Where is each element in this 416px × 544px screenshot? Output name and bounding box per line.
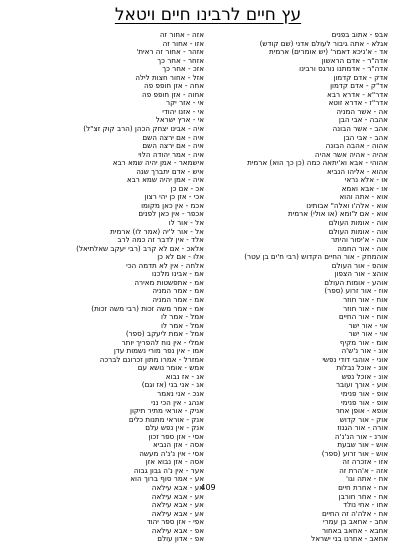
abbreviation-entry: אופא - אופן אחר — [335, 407, 388, 416]
abbreviation-entry: איה - אמן יהיה שמא רבא — [126, 176, 204, 185]
abbreviation-entry: אדה"ר - אדם הראשון — [321, 56, 388, 65]
abbreviation-entry: אפי - אזן ספר יהוד — [146, 518, 204, 527]
abbreviation-entry: אדר"א - אדרא רבא — [327, 90, 388, 99]
abbreviation-entry: אוח - אור החיים — [338, 313, 388, 322]
abbreviation-entry: אמזרל - אמרו מתון זכרונם לברכה — [99, 355, 204, 364]
abbreviation-entry: אנכ - אני נאמר — [157, 389, 204, 398]
abbreviation-entry: אופ - אור פנימי — [341, 389, 388, 398]
abbreviation-entry: אפ - אדון עולם — [157, 535, 204, 544]
abbreviation-entry: אונ - אוכל נפש — [341, 372, 388, 381]
abbreviation-entry: אניק - אוראי מתיר תיקון — [130, 407, 204, 416]
abbreviation-entry: אמ - אמר המניה — [152, 287, 204, 296]
abbreviation-entry: אער - אין נ'ה גבון גבוה — [133, 466, 204, 475]
abbreviation-entry: אנ - אז נבוא — [165, 372, 204, 381]
abbreviation-entry: אוה - א'יסור והיתר — [330, 236, 388, 245]
abbreviation-entry: איה - אם ירצה השם — [142, 133, 204, 142]
abbreviation-entry: אמ - אתפשטות מאירה — [134, 278, 204, 287]
abbreviation-entry: אוי - אור ישר — [348, 321, 388, 330]
abbreviation-entry: אוח - אור חוזר — [343, 295, 388, 304]
abbreviation-entry: אע - אבא עילאה — [151, 501, 204, 510]
abbreviation-entry: אורה - אור הגנוז — [337, 424, 388, 433]
abbreviation-entry: אע - אבא עילאה — [151, 492, 204, 501]
abbreviation-entry: איה - אבינו יצחק הכהן (הרב קוק זצ"ל) — [83, 125, 204, 134]
abbreviation-entry: אזכ - אחר כך — [162, 65, 204, 74]
abbreviation-entry: אדר"ז - אדרא זוטא — [328, 99, 388, 108]
abbreviation-entry: אוי - אור ישר — [348, 330, 388, 339]
abbreviation-entry: אי - אזנו יהודי — [162, 107, 204, 116]
abbreviation-entry: אלו - אם לא כן — [157, 253, 204, 262]
abbreviation-entry: אמל - אמר לו — [160, 313, 204, 322]
abbreviation-entry: אנהג - אין הכי נני — [151, 398, 204, 407]
abbreviation-entry: אוש - אור זרוע (ספר) — [321, 449, 388, 458]
abbreviation-entry: אוה - אומות העולם — [328, 227, 388, 236]
abbreviation-entry: אל - אור לו — [168, 219, 204, 228]
abbreviation-entry: אנ - אני בני (אז וגם) — [141, 381, 204, 390]
abbreviation-entry: אמ - אבינו מלכנו — [151, 270, 204, 279]
abbreviation-entry: אסי - אין נ'נ'ה מעשה — [139, 449, 204, 458]
abbreviations-column-left — [24, 31, 204, 544]
abbreviation-entry: אוק - אור קדוש — [339, 415, 388, 424]
abbreviation-entry: אהבה - אבי הבן — [338, 116, 388, 125]
abbreviation-entry: אהב - אשר הבונה — [332, 125, 388, 134]
abbreviation-entry: אנק - אוראי מתנות כלים — [128, 415, 204, 424]
abbreviation-entry: אח - אחר חורבן — [338, 492, 388, 501]
abbreviation-entry: אוע - אורך ועובר — [335, 381, 388, 390]
abbreviation-entry: אדה"ר - אדמתנו נורגס ורבינו — [299, 65, 388, 74]
abbreviation-entry: אכי - אזן כן יהי רצון — [144, 193, 204, 202]
abbreviation-entry: אכמ - אין כאן מקומו — [141, 201, 204, 210]
abbreviation-entry: אוא - אלה'ו ואלה" אבותינו — [306, 201, 388, 210]
abbreviation-entry: אי - אזר יקר — [166, 99, 204, 108]
abbreviation-entry: אוה - אומות העולם — [328, 219, 388, 228]
abbreviation-entry: אחה - אזן חופפ פה — [144, 82, 204, 91]
abbreviation-entry: אלד - אין לדבר זה כמה לרב — [117, 236, 204, 245]
abbreviation-entry: אהוא - אליהו הנביא — [326, 167, 388, 176]
abbreviation-entry: אלחה - אין לא תדמה הכי — [126, 261, 204, 270]
page-number: 409 — [200, 483, 216, 492]
abbreviation-entry: אסה - אזן הנביא — [152, 441, 204, 450]
abbreviation-entry: אחב - אחאב בן עמרי — [322, 518, 388, 527]
abbreviation-entry: אע - אבא עילאה — [151, 483, 204, 492]
abbreviation-entry: איה - אמר יהודה הלוי — [138, 150, 204, 159]
abbreviation-entry: אזל - אחור חצות לילה — [135, 73, 204, 82]
abbreviation-entry: אה - אשר המניה — [336, 107, 388, 116]
abbreviation-entry: אע - אבא עילאה — [151, 509, 204, 518]
abbreviation-entry: אבפ - אתוב בפנים — [331, 31, 388, 39]
abbreviation-entry: או - אלא נראי — [344, 176, 388, 185]
abbreviation-entry: אוהמחק - אור החיים הקדוש (רבי ח'ים בן עטר) — [244, 253, 388, 262]
abbreviation-entry: אנק - אין נפש עלם — [145, 424, 204, 433]
abbreviation-entry: אוש - אור שבעת — [337, 441, 388, 450]
abbreviation-entry: אמש - אומר נושא עם — [137, 364, 204, 373]
abbreviation-entry: אזחר - אחר כך — [157, 56, 204, 65]
abbreviation-entry: אוהע - אומות העולם — [324, 278, 388, 287]
abbreviation-entry: אח - אתה וגו' — [345, 475, 388, 484]
abbreviation-entry: או - אבא ואמא — [341, 184, 388, 193]
abbreviation-entry: אזו - אזכרה זה — [342, 458, 388, 467]
abbreviation-entry: אהיה - אהיה אשר אהיה — [314, 150, 388, 159]
abbreviation-entry: אסה - אזן נבוא אזן — [145, 458, 204, 467]
abbreviation-entry: אכפר - אין כאן לפנים — [138, 210, 204, 219]
abbreviation-entry: אהב - אבי הבן — [343, 133, 388, 142]
abbreviation-entry: אונ - אור נ'ש'ה — [341, 347, 388, 356]
abbreviation-entry: איש - אדם יתברך שנה — [136, 167, 204, 176]
page-title: עץ חיים לרבינו חיים ויטאל — [114, 5, 302, 25]
abbreviation-entry: אפ - אבא עילאה — [151, 526, 204, 535]
abbreviation-entry: אומ - אור מקיף — [339, 338, 388, 347]
abbreviation-entry: אמל - אמר לו — [160, 321, 204, 330]
abbreviation-entry: אל - אור ל'יה (אמר לו) ארמית — [110, 227, 204, 236]
abbreviation-entry: אישמאר - אמן יהיה שמא רבא — [112, 159, 204, 168]
abbreviation-entry: אזו - אחור זה — [162, 39, 204, 48]
abbreviation-entry: אדק - אדם קדמון — [333, 73, 388, 82]
abbreviation-entry: אד"ק - אדם קדמון — [330, 82, 388, 91]
abbreviation-entry: אחבא - אחאב באחור — [321, 526, 388, 535]
abbreviation-entry: אוז - אור זרוע (ספר) — [324, 287, 388, 296]
abbreviation-entry: אגלא - אתה גיבור לעולם אדני (שם קודש) — [259, 39, 388, 48]
abbreviation-entry: אוח - אור חוזר — [343, 304, 388, 313]
abbreviation-entry: אהוה - אהבה הבונה — [325, 142, 388, 151]
abbreviation-entry: אורנ - אור הנ'נ'ה — [334, 432, 388, 441]
abbreviation-entry: אופ - אור פנימי — [341, 398, 388, 407]
abbreviation-entry: אוני - אוהבי דודי נפשי — [322, 355, 388, 364]
abbreviation-entry: אח - אחרת חיים — [338, 483, 388, 492]
abbreviation-entry: אמו - אין נפר מורי נשמות עדן — [113, 347, 204, 356]
abbreviation-entry: אונ - אוכל נבלות — [336, 364, 388, 373]
abbreviations-column-right — [208, 31, 388, 544]
abbreviation-entry: אוהפ - אור העולם — [331, 261, 388, 270]
abbreviation-entry: אע - אמר סוף ברוך הוא — [130, 475, 204, 484]
abbreviation-entry: אמ - אמר משה זכות (רבי משה זכות) — [91, 304, 204, 313]
abbreviation-entry: אוא - אתה והוא — [339, 193, 388, 202]
abbreviation-entry: אח - אלה'ה זה החיים — [321, 509, 388, 518]
abbreviation-entry: אוא - אם ל'ומא (או אולי) ארמית — [287, 210, 388, 219]
abbreviation-entry: אמ - אמר המניה — [152, 295, 204, 304]
abbreviation-entry: אחו - אחי נולד — [343, 501, 388, 510]
abbreviation-entry: אכ - אם כן — [170, 184, 204, 193]
abbreviation-entry: אוהצ - אור הצפון — [334, 270, 388, 279]
abbreviation-entry: איה - אם ירצה השם — [142, 142, 204, 151]
abbreviation-entry: אזה - א'הרת זה — [339, 466, 388, 475]
abbreviation-entry: אוה - אור החמה — [337, 244, 388, 253]
abbreviation-entry: אחאב - אחרנו בני ישראל — [311, 535, 388, 544]
abbreviation-entry: אסי - אזן ספר זכון — [148, 432, 204, 441]
abbreviation-entry: אלאכ - אם לא קרב (רבי יעקב שאלתיאל) — [76, 244, 204, 253]
abbreviation-entry: אזה - אחור זה — [159, 31, 204, 39]
abbreviation-entry: אד - א'ניכא דאמר' (יש אומרים) ארמית — [268, 48, 388, 57]
abbreviation-entry: אי - ארץ ישראל — [155, 116, 204, 125]
abbreviation-entry: אמל - אמת ליעקב (ספר) — [125, 330, 204, 339]
abbreviation-entry: אמלי - אין נוח להפריך יותר — [121, 338, 204, 347]
abbreviation-entry: אזהר - אחור זה ראית' — [136, 48, 204, 57]
abbreviation-entry: אהוהי - אבא וא'יתאה כמה (כן כך הוא) ארמית — [247, 159, 388, 168]
abbreviation-entry: אחוה - אזן חופפ פה — [142, 90, 204, 99]
